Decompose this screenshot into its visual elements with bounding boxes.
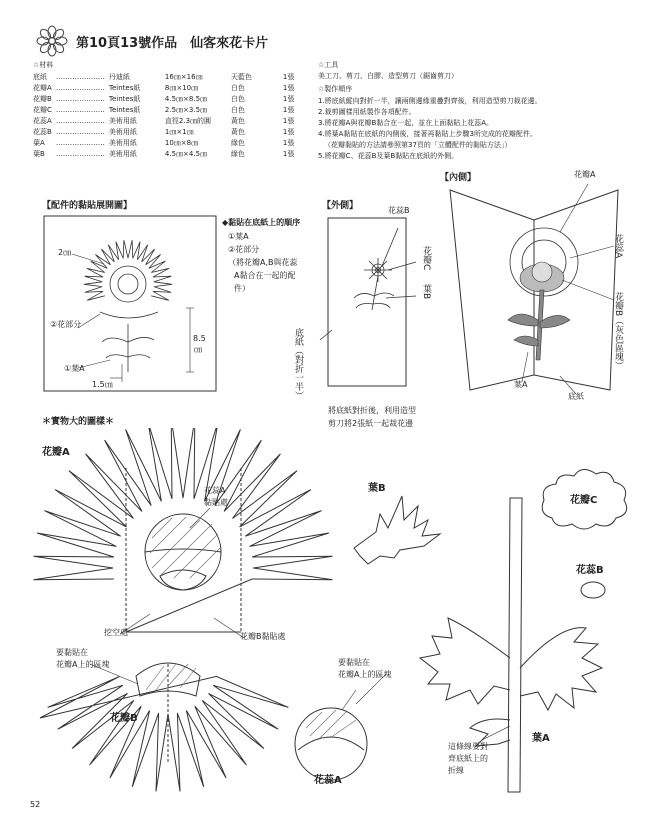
actual-stamen-b-label: 花蕊B (576, 565, 604, 576)
step-item: （花瓣黏貼的方法請參照第37頁的「立體配件的黏貼方法」） (324, 141, 512, 149)
inside-petal-b-label: 花瓣B（灰色區塊） (613, 292, 623, 371)
stamen-glue-label: 花蕊A (204, 486, 226, 495)
materials-paper-cell: 美術用紙 (108, 149, 137, 158)
part-leaf-label: ①葉A (64, 364, 85, 373)
inside-leaf-a-label: 葉A (514, 380, 528, 389)
materials-paper-cell: 丹迪紙 (108, 72, 130, 81)
outside-stamen-b-label: 花蕊B (388, 206, 410, 215)
outside-petal-c-label: 花瓣C (421, 246, 431, 271)
step-item: 5.將花瓣C、花蕊B及葉B黏貼在底紙的外側。 (318, 152, 459, 160)
tools-heading: ☆工具 (318, 61, 339, 69)
glue-on-a-label-3: 要黏貼在 (338, 658, 370, 667)
dim-15cm-label: 1.5㎝ (92, 380, 113, 389)
petal-a-shape (34, 428, 333, 632)
materials-size-cell: 2.5㎝×3.5㎝ (164, 105, 208, 114)
outside-heading: 【外側】 (322, 201, 359, 211)
materials-color-cell: 白色 (230, 94, 245, 103)
materials-color-cell: 白色 (230, 83, 245, 92)
materials-color-cell: 綠色 (230, 149, 245, 158)
actual-size-heading: ＊實物大的圖樣＊ (42, 417, 115, 427)
materials-name-cell: 葉A (33, 138, 45, 147)
materials-dots-cell: ………………… (55, 72, 105, 81)
materials-name-cell: 花瓣B (33, 94, 52, 103)
materials-qty-cell: 1張 (282, 72, 295, 81)
actual-petal-c-label: 花瓣C (570, 495, 598, 506)
step-item: 4.將葉A黏貼在底紙的內側後，接著再黏貼上步驟3所完成的花瓣配件。 (318, 130, 537, 138)
materials-table (31, 71, 296, 159)
materials-paper-cell: Teintes紙 (108, 83, 141, 92)
materials-dots-cell: ………………… (55, 116, 105, 125)
step-item: 1.將底紙縱向對折一半，讓兩側邊緣重疊對齊後，利用造型剪刀裁花邊。 (318, 97, 542, 105)
dim-85-unit-label: ㎝ (194, 345, 202, 354)
materials-row (31, 93, 296, 104)
stamen-glue-label-2: 黏貼處 (204, 498, 228, 507)
materials-row (31, 115, 296, 126)
materials-qty-cell: 1張 (282, 116, 295, 125)
fold-note-label: 這條線要對 (448, 742, 488, 751)
materials-color-cell: 天藍色 (230, 72, 252, 81)
materials-qty-cell: 1張 (282, 94, 295, 103)
materials-name-cell: 花瓣A (33, 83, 52, 92)
materials-dots-cell: ………………… (55, 127, 105, 136)
materials-row (31, 82, 296, 93)
actual-petal-a-label: 花瓣A (42, 447, 70, 458)
actual-stamen-a-label: 花蕊A (314, 775, 342, 786)
inside-stamen-a-label: 花蕊A (613, 234, 623, 259)
materials-paper-cell: Teintes紙 (108, 105, 141, 114)
materials-name-cell: 花蕊B (33, 127, 52, 136)
petal-b-glue-label: 花瓣B黏貼處 (240, 632, 286, 641)
dim-2cm-label: 2㎝ (58, 248, 72, 257)
glue-on-a-label-2: 花瓣A上的區塊 (56, 660, 110, 669)
materials-row (31, 104, 296, 115)
materials-row (31, 137, 296, 148)
materials-color-cell: 黃色 (230, 116, 245, 125)
materials-paper-cell: Teintes紙 (108, 94, 141, 103)
materials-size-cell: 直徑2.3㎝的圓 (164, 116, 212, 125)
tools-text: 美工刀、剪刀、白膠、造型剪刀（鋸齒剪刀） (318, 72, 458, 80)
materials-dots-cell: ………………… (55, 149, 105, 158)
fold-note-label-3: 折線 (448, 766, 464, 775)
materials-paper-cell: 美術用紙 (108, 116, 137, 125)
paste-order-note: （將花瓣A,B與花蕊 (228, 258, 298, 267)
stamen-b-shape (581, 582, 605, 598)
part-flower-label: ②花部分 (50, 320, 82, 329)
paste-order-item: ②花部分 (228, 245, 260, 254)
layout-diagram (40, 212, 220, 397)
materials-size-cell: 8㎝×10㎝ (164, 83, 199, 92)
materials-qty-cell: 1張 (282, 105, 295, 114)
inside-heading: 【內側】 (440, 173, 477, 183)
materials-name-cell: 花蕊A (33, 116, 52, 125)
materials-name-cell: 底紙 (33, 72, 47, 81)
cut-note-line: 將底紙對折後，利用造型 (328, 406, 416, 415)
materials-paper-cell: 美術用紙 (108, 127, 137, 136)
layout-diagram-heading: 【配件的黏貼展開圖】 (42, 201, 133, 211)
materials-dots-cell: ………………… (55, 105, 105, 114)
materials-heading: ☆材料 (33, 61, 54, 69)
materials-size-cell: 4.5㎝×8.5㎝ (164, 94, 208, 103)
materials-size-cell: 4.5㎝×4.5㎝ (164, 149, 208, 158)
paste-order-note: 件） (234, 284, 250, 293)
materials-qty-cell: 1張 (282, 83, 295, 92)
cut-note-line: 剪刀將2張紙一起裁花邊 (328, 419, 414, 428)
materials-row (31, 148, 296, 159)
steps-heading: ☆製作順序 (318, 85, 353, 93)
materials-row (31, 71, 296, 82)
page-number: 52 (30, 800, 41, 809)
step-item: 2.裁剪圖樣用紙製作各項配件。 (318, 108, 416, 116)
actual-petal-b-label: 花瓣B (110, 713, 138, 724)
materials-qty-cell: 1張 (282, 149, 295, 158)
materials-color-cell: 黃色 (230, 127, 245, 136)
materials-dots-cell: ………………… (55, 138, 105, 147)
glue-on-a-label-4: 花瓣A上的區塊 (338, 670, 392, 679)
materials-paper-cell: 美術用紙 (108, 138, 137, 147)
materials-color-cell: 白色 (230, 105, 245, 114)
dim-85-label: 8.5 (193, 334, 206, 343)
paste-order-item: ①葉A (228, 232, 249, 241)
paste-order-heading: ◆黏貼在底紙上的順序 (222, 218, 301, 227)
glue-on-a-label: 要黏貼在 (56, 648, 88, 657)
materials-color-cell: 綠色 (230, 138, 245, 147)
materials-dots-cell: ………………… (55, 83, 105, 92)
outside-leaf-b-label: 葉B (421, 284, 431, 300)
page-title: 第10頁13號作品 仙客來花卡片 (76, 36, 269, 51)
step-item: 3.將花瓣A與花瓣B黏合在一起，並在上面黏貼上花蕊A。 (318, 119, 494, 127)
actual-leaf-a-label: 葉A (532, 733, 550, 744)
inside-petal-a-label: 花瓣A (574, 170, 596, 179)
materials-qty-cell: 1張 (282, 138, 295, 147)
hollow-label: 挖空處 (104, 628, 128, 637)
petal-b-shape (40, 663, 288, 791)
flower-logo-icon (36, 25, 68, 57)
materials-qty-cell: 1張 (282, 127, 295, 136)
materials-size-cell: 16㎝×16㎝ (164, 72, 203, 81)
materials-row (31, 126, 296, 137)
materials-dots-cell: ………………… (55, 94, 105, 103)
materials-name-cell: 花瓣C (33, 105, 52, 114)
steps-list (318, 96, 542, 162)
actual-leaf-b-label: 葉B (368, 483, 386, 494)
fold-note-label-2: 齊底紙上的 (448, 754, 488, 763)
materials-name-cell: 葉B (33, 149, 45, 158)
paste-order-note: A黏合在一起的配 (234, 271, 296, 280)
materials-size-cell: 10㎝×8㎝ (164, 138, 199, 147)
actual-size-patterns (0, 428, 663, 798)
stamen-a-shape (295, 708, 367, 780)
outside-base-fold-label: 底紙（對折一半） (293, 328, 303, 400)
materials-size-cell: 1㎝×1㎝ (164, 127, 194, 136)
leaf-b-shape (354, 496, 440, 564)
inside-base-label: 底紙 (568, 392, 584, 401)
